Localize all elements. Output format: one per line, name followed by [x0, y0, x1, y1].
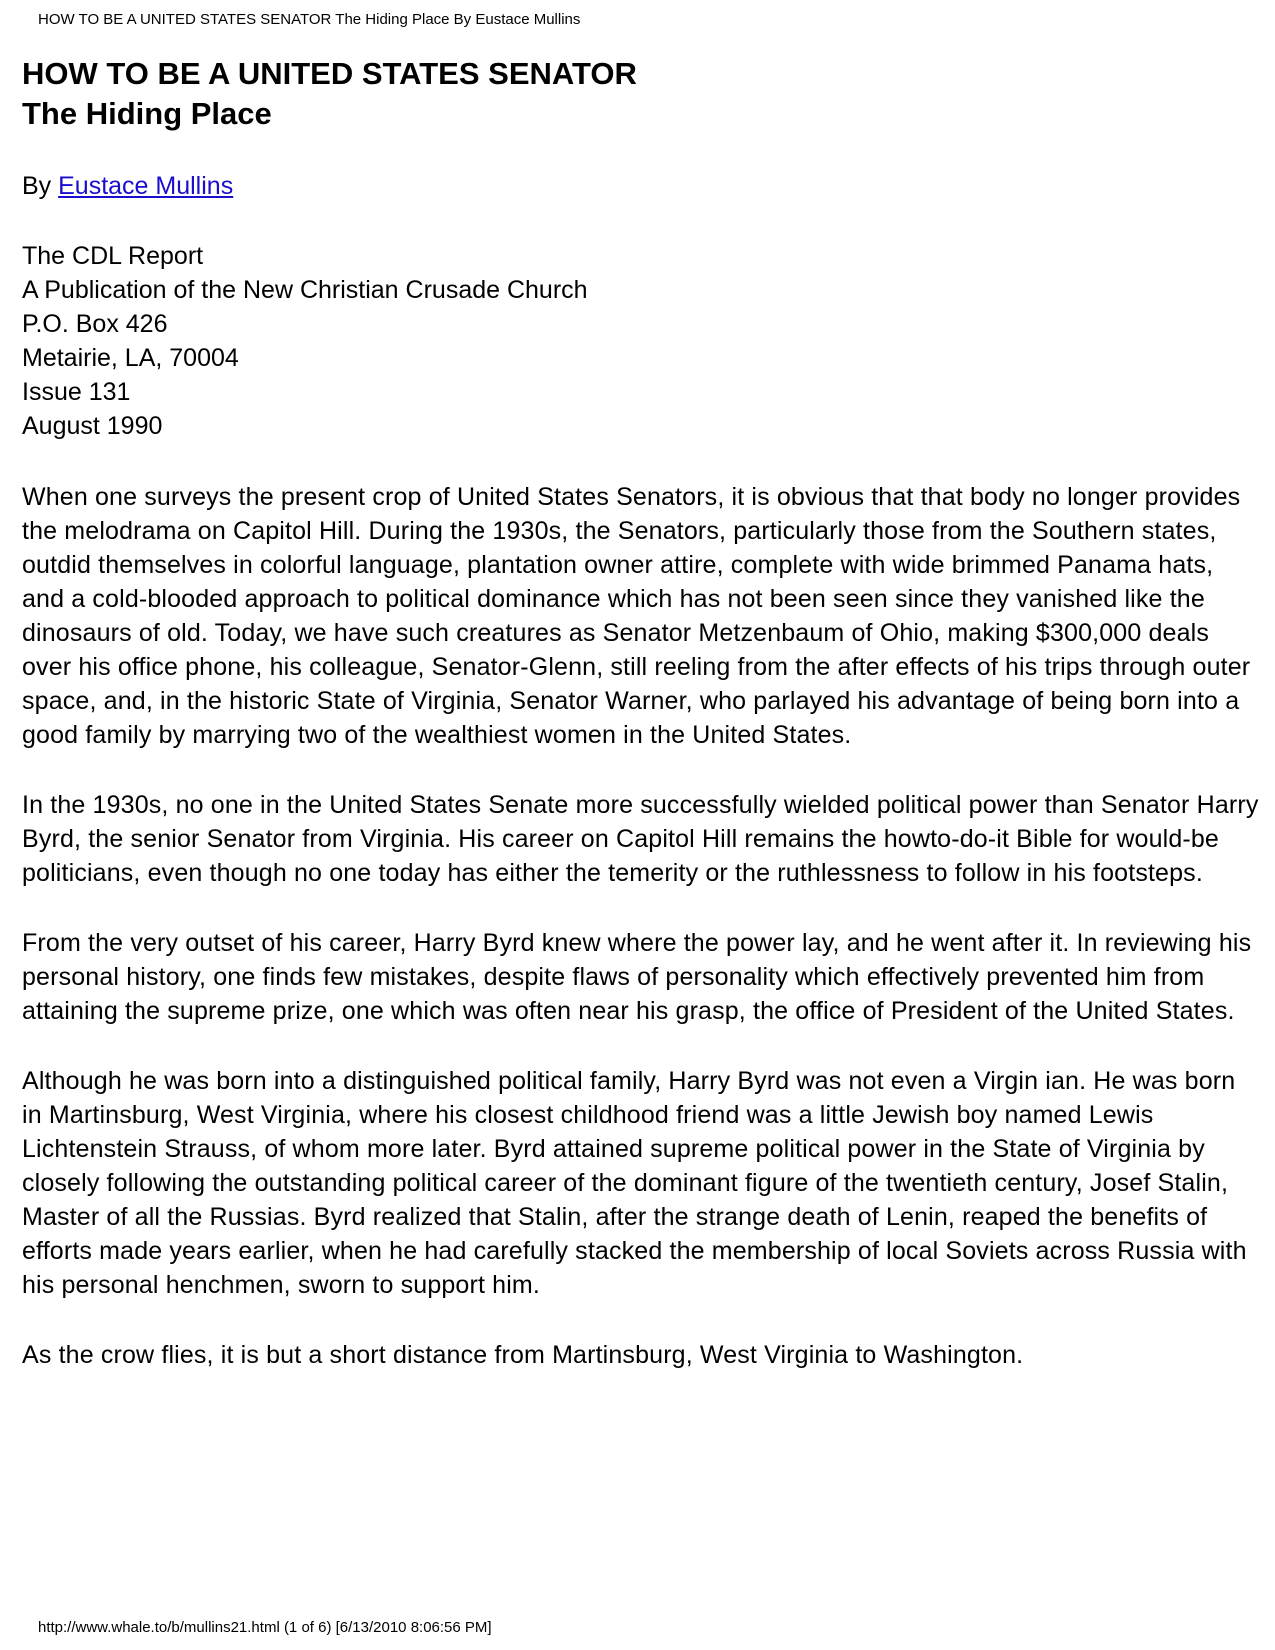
publication-line: A Publication of the New Christian Crusade Church — [22, 276, 588, 304]
byline-prefix: By — [22, 172, 59, 200]
publication-line: August 1990 — [22, 412, 163, 440]
publication-line: The CDL Report — [22, 242, 204, 270]
publication-line: Issue 131 — [22, 378, 131, 406]
publication-line: P.O. Box 426 — [22, 310, 168, 338]
title-line-1: HOW TO BE A UNITED STATES SENATOR — [22, 56, 637, 91]
title-line-2: The Hiding Place — [22, 96, 272, 131]
publication-line: Metairie, LA, 70004 — [22, 344, 239, 372]
body-paragraph: When one surveys the present crop of United States Senators, it is obvious that that body no longer provides the melodrama on Capitol Hill. During the 1930s, the Senators, particularly those from the Southern states, outdid themselves in colorful language, plantation owner attire, complete with wide brimmed Panama hats, and a cold-blooded approach to political dominance which has not been seen since they vanished like the dinosaurs of old. Today, we have such creatures as Senator Metzenbaum of Ohio, making $300,000 deals over his office phone, his colleague, Senator-Glenn, still reeling from the after effects of his trips through outer space, and, in the historic State of Virginia, Senator Warner, who parlayed his advantage of being born into a good family by marrying two of the wealthiest women in the United States. — [22, 483, 1251, 749]
author-link[interactable]: Eustace Mullins — [58, 172, 234, 200]
body-paragraph: As the crow flies, it is but a short distance from Martinsburg, West Virginia to Washington. — [22, 1341, 1024, 1369]
page-title — [22, 54, 1262, 134]
article — [22, 54, 1262, 1372]
publication-info — [22, 239, 1262, 443]
body-paragraph: In the 1930s, no one in the United States Senate more successfully wielded political power than Senator Harry Byrd, the senior Senator from Virginia. His career on Capitol Hill remains the howto-do-it Bible for would-be politicians, even though no one today has either the temerity or the ruthlessness to follow in his footsteps. — [22, 791, 1259, 887]
running-footer: http://www.whale.to/b/mullins21.html (1 of 6) [6/13/2010 8:06:56 PM] — [38, 1619, 492, 1636]
body-paragraph: Although he was born into a distinguished political family, Harry Byrd was not even a Virgin ian. He was born in Martinsburg, West Virginia, where his closest childhood friend was a little Jewish boy named Lewis Lichtenstein Strauss, of whom more later. Byrd attained supreme political power in the State of Virginia by closely following the outstanding political career of the dominant figure of the twentieth century, Josef Stalin, Master of all the Russias. Byrd realized that Stalin, after the strange death of Lenin, reaped the benefits of efforts made years earlier, when he had carefully stacked the membership of local Soviets across Russia with his personal henchmen, sworn to support him. — [22, 1067, 1247, 1299]
body-paragraph: From the very outset of his career, Harry Byrd knew where the power lay, and he went after it. In reviewing his personal history, one finds few mistakes, despite flaws of personality which effectively prevented him from attaining the supreme prize, one which was often near his grasp, the office of President of the United States. — [22, 929, 1252, 1025]
byline — [22, 169, 1262, 203]
running-header: HOW TO BE A UNITED STATES SENATOR The Hiding Place By Eustace Mullins — [38, 11, 581, 28]
